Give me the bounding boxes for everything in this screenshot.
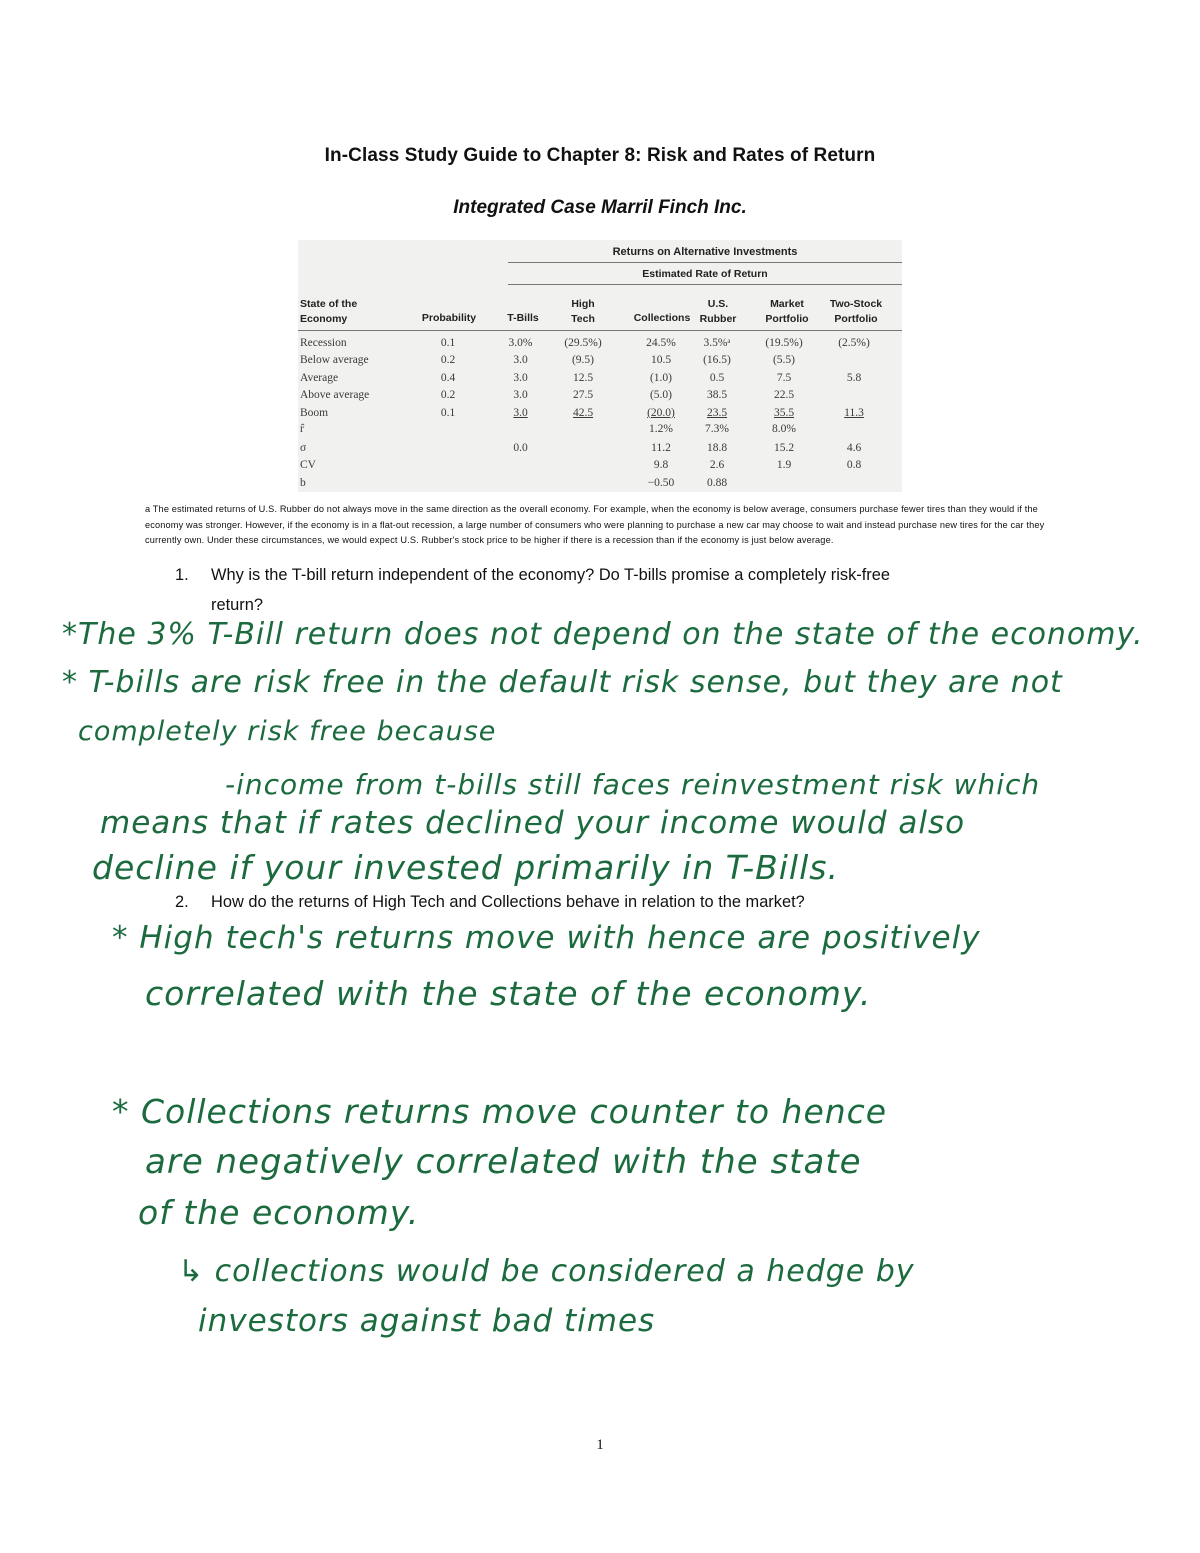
row-label: CV (300, 459, 316, 471)
row-label: Boom (300, 407, 329, 419)
table-cell: (29.5%) (564, 337, 602, 349)
answer-1-line-2: * T-bills are risk free in the default risk sense, but they are not (62, 665, 1063, 700)
page-number: 1 (596, 1437, 604, 1453)
table-cell: 8.0% (772, 423, 796, 435)
col-header-collections: Collections (633, 312, 691, 324)
page-subtitle: Integrated Case Marril Finch Inc. (453, 197, 747, 218)
table-cell: (2.5%) (838, 337, 870, 349)
table-cell: 0.4 (440, 372, 456, 384)
row-label: b (300, 477, 306, 489)
question-text: How do the returns of High Tech and Collections behave in relation to the market? (211, 893, 805, 911)
returns-table (298, 240, 902, 492)
row-label: σ (300, 442, 307, 454)
table-cell: 0.2 (440, 354, 456, 366)
table-cell: 15.2 (773, 442, 795, 454)
table-cell: 35.5 (773, 407, 795, 419)
row-label: Below average (300, 354, 369, 366)
question-number: 2. (175, 893, 189, 911)
table-cell: 0.8 (846, 459, 862, 471)
table-cell: 0.0 (513, 442, 528, 454)
question-text: Why is the T-bill return independent of the economy? Do T-bills promise a completely risk-free (211, 566, 891, 584)
table-cell: 0.1 (440, 337, 456, 349)
col-header-usrubber: U.S. Rubber (699, 298, 737, 325)
answer-2-line-7: investors against bad times (198, 1303, 656, 1339)
table-group-label: Estimated Rate of Return (642, 268, 768, 280)
table-cell: 11.2 (651, 442, 671, 454)
page-title: In-Class Study Guide to Chapter 8: Risk and Rates of Return (324, 145, 876, 166)
answer-1-line-6: decline if your invested primarily in T-Bills. (92, 848, 839, 887)
row-label: Above average (300, 389, 370, 401)
row-label: Average (300, 372, 339, 384)
table-cell: 11.3 (844, 407, 864, 419)
col-header-twostock: Two-Stock Portfolio (829, 298, 883, 325)
table-cell: (20.0) (647, 407, 675, 419)
question-2 (175, 887, 805, 917)
table-cell: 3.0% (508, 337, 533, 349)
answer-1-line-4: -income from t-bills still faces reinvestment risk which (225, 768, 1041, 801)
table-cell: −0.50 (647, 477, 675, 489)
row-label: Recession (300, 337, 347, 349)
question-text-cont: return? (211, 596, 263, 614)
col-header-market: Market Portfolio (765, 298, 809, 325)
answer-2-line-5: of the economy. (138, 1193, 420, 1232)
answer-2-line-6: ↳ collections would be considered a hedge by (178, 1254, 915, 1289)
answer-2-line-4: are negatively correlated with the state (145, 1142, 862, 1182)
table-cell: (5.0) (649, 389, 673, 401)
table-cell: 12.5 (572, 372, 594, 384)
table-cell: 42.5 (572, 407, 594, 419)
answer-2-line-3: * Collections returns move counter to hence (112, 1092, 888, 1131)
table-cell: 9.8 (653, 459, 669, 471)
table-cell: 24.5% (646, 337, 676, 349)
answer-1-line-3: completely risk free because (78, 716, 497, 747)
table-cell: 38.5 (706, 389, 728, 401)
table-cell: 7.3% (705, 423, 729, 435)
table-cell: 3.5%ᵃ (703, 337, 731, 349)
col-header-tbills: T-Bills (507, 312, 539, 324)
table-cell: 1.2% (649, 423, 673, 435)
table-cell: 0.2 (440, 389, 456, 401)
table-caption: Returns on Alternative Investments (612, 246, 798, 258)
question-1 (175, 560, 890, 620)
answer-1-line-5: means that if rates declined your income would also (100, 805, 966, 841)
table-cell: 0.1 (440, 407, 456, 419)
row-label: r̂ (300, 423, 304, 435)
table-cell: 0.5 (709, 372, 725, 384)
table-cell: 2.6 (709, 459, 725, 471)
table-cell: 22.5 (773, 389, 795, 401)
question-number: 1. (175, 566, 189, 584)
table-footnote: a The estimated returns of U.S. Rubber do not always move in the same direction as the overall economy. For example, when the economy is below average, consumers purchase fewer tires than they would if the economy was stronger. However, if the economy is in a flat-out recession, a large number of consumers who were planning to purchase a new car may choose to wait and instead purchase new tires for the car they currently own. Under these circumstances, we would expect U.S. Rubber's stock price to be higher if there is a recession than if the economy is just below average. (145, 504, 1045, 545)
table-cell: 3.0 (513, 389, 528, 401)
col-header-probability: Probability (421, 312, 477, 324)
table-cell: (19.5%) (765, 337, 803, 349)
table-cell: (9.5) (571, 354, 595, 366)
table-cell: (1.0) (649, 372, 673, 384)
table-cell: 5.8 (846, 372, 862, 384)
table-cell: 27.5 (572, 389, 594, 401)
table-cell: 18.8 (706, 442, 728, 454)
table-cell: 23.5 (706, 407, 728, 419)
table-cell: 0.88 (706, 477, 728, 489)
table-cell: 7.5 (776, 372, 792, 384)
col-header-state: State of the Economy (300, 298, 358, 325)
table-cell: (16.5) (703, 354, 731, 366)
table-cell: 3.0 (513, 372, 528, 384)
table-cell: 10.5 (650, 354, 672, 366)
table-cell: 3.0 (513, 354, 528, 366)
table-cell: 3.0 (513, 407, 528, 419)
table-cell: 4.6 (846, 442, 862, 454)
table-cell: 1.9 (776, 459, 792, 471)
answer-2-line-2: correlated with the state of the economy. (145, 974, 872, 1013)
table-cell: (5.5) (772, 354, 796, 366)
answer-1-line-1: *The 3% T-Bill return does not depend on the state of the economy. (62, 617, 1144, 652)
answer-2-line-1: * High tech's returns move with hence are positively (112, 920, 981, 956)
col-header-hightech: High Tech (571, 298, 595, 325)
